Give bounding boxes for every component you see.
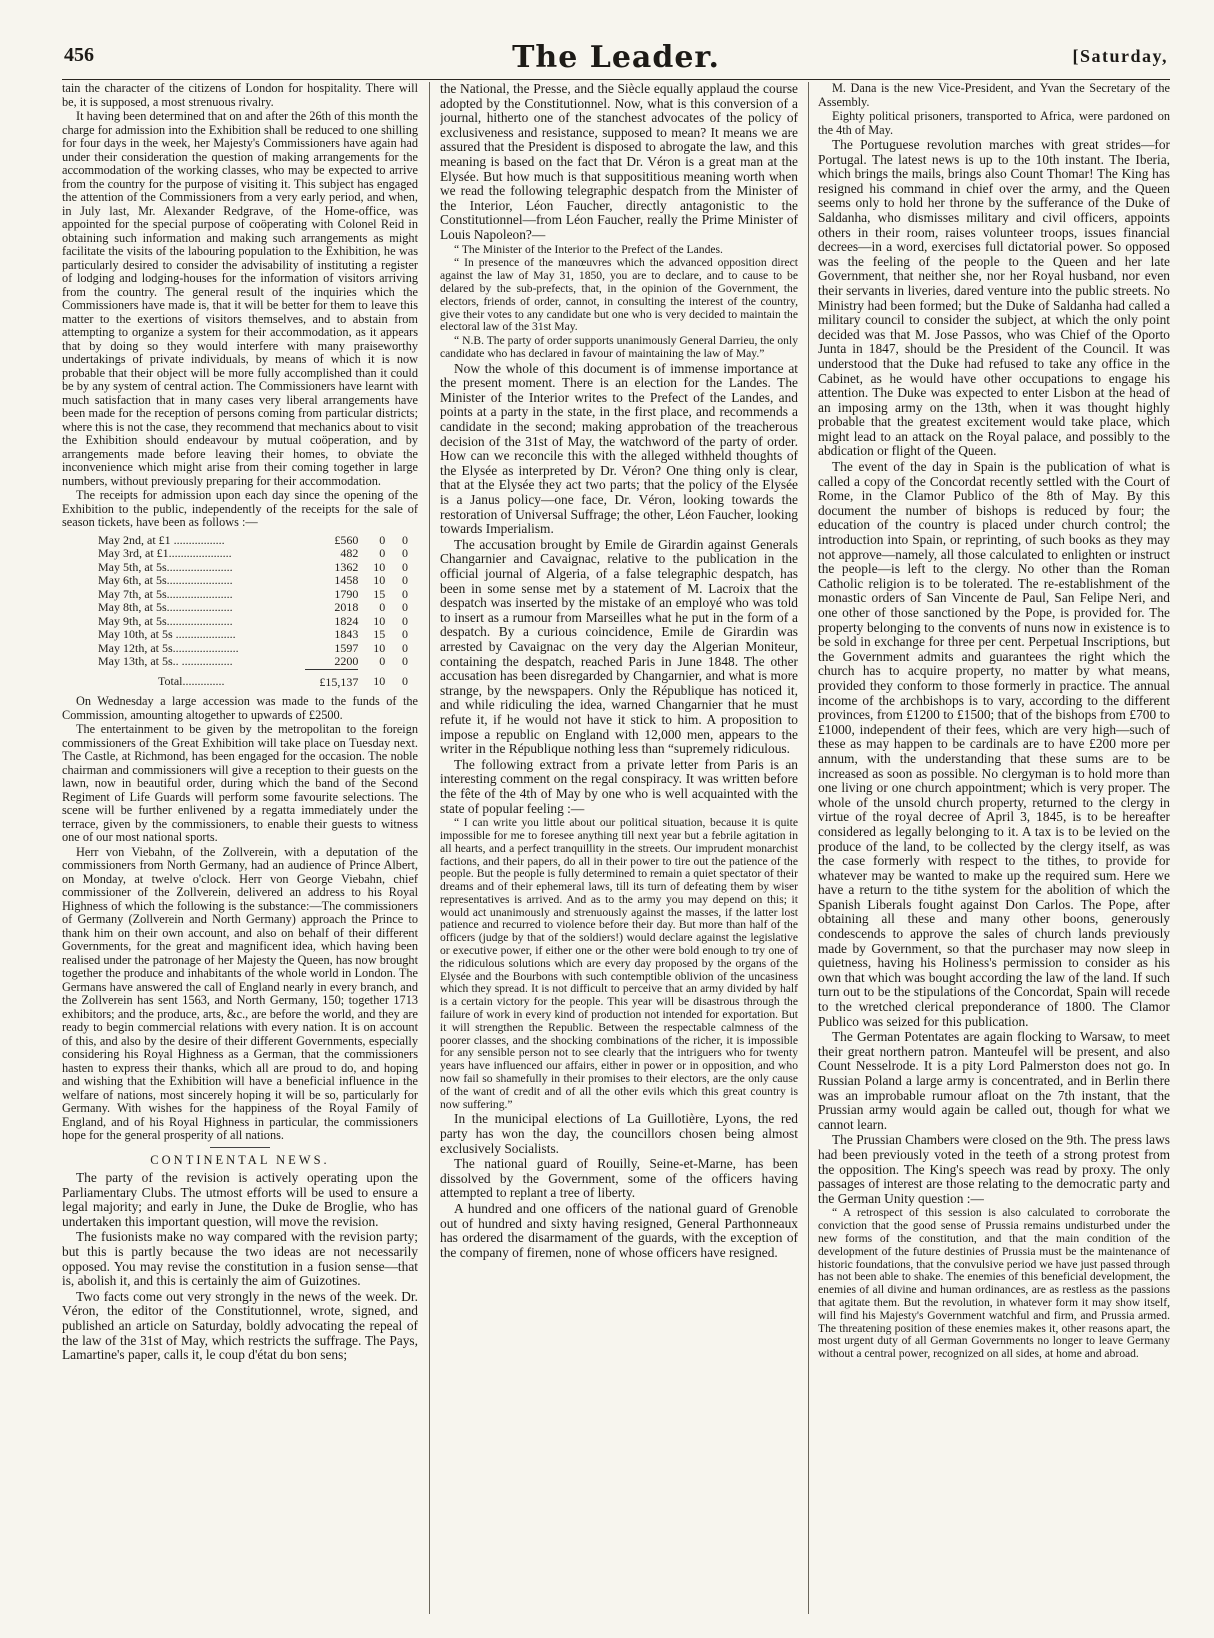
table-row xyxy=(98,655,408,669)
column-divider xyxy=(429,82,430,1614)
receipt-day: May 6th, at 5s...................... xyxy=(98,573,233,587)
article-paragraph: It having been determined that on and after the 26th of this month the charge for admission into the Exhibition shall be reduced to one shilling for four days in the week, her Majesty's Commissioners have again had under their consideration the question of making arrangements for the accommodation of the working classes, who may be expected to arrive from the country for the purpose of visiting it. This subject has engaged the attention of the Commissioners from a very early period, and when, in July last, Mr. Alexander Redgrave, of the Home-office, was appointed for the special purpose of coöperating with Colonel Reid in obtaining such information and making such arrangements as might facilitate the visits of the labouring population to the Exhibition, he was particularly desired to consider the advisability of instituting a register of lodging and lodging-houses for the information of visitors arriving from the country. The general result of the inquiries which the Commissioners have made is, that it will be better for them to leave this matter to the exertions of visitors themselves, and to abstain from attempting to organize a system for their accommodation, as it appears that by doing so they would interfere with many praiseworthy undertakings of private individuals, by means of which it is now probable that their object will be more fully accomplished than it could be by any system of central action. The Commissioners have learnt with much satisfaction that in many cases very liberal arrangements have been made for the reception of persons coming from particular districts; where this is not the case, they recommend that mechanics about to visit the Exhibition should endeavour by mutual coöperation, and by arrangements made before leaving their homes, to obviate the inconvenience which might arise from their coming together in large numbers, without previously preparing for their accommodation. xyxy=(62,109,418,488)
receipt-shillings: 0 xyxy=(379,654,386,669)
receipt-shillings: 15 xyxy=(373,586,386,601)
article-paragraph: The Portuguese revolution marches with great strides—for Portugal. The latest news is up to the 10th instant. The Iberia, which brings the mails, brings also Count Thomar! The King has resigned his command in chief over the army, and the Queen seems only to hold her throne by the sufferance of the Duke of Saldanha, who dismisses military and civil officers, appoints others in their room, raises volunteer troops, issues financial decrees—in a word, exercises full dictatorial power. So opposed was the feeling of the people to the Queen and her late Government, that neither she, nor her Royal husband, nor even their servants in liveries, dared venture into the public streets. No Ministry had been formed; but the Duke of Saldanha had called a military council to consider the subject, at which the only point decided was that M. Jose Passos, who was Chief of the Oporto Junta in 1847, should be the President of the Council. It was understood that the Duke had refused to take any office in the Cabinet, as he would have other occupations to engage his attention. The Duke was expected to enter Lisbon at the head of an imposing army on the 13th, when it was thought highly probable that the greatest excitement would take place, which might lead to an attack on the Royal palace, and possibly to the abdication or flight of the Queen. xyxy=(818,137,1170,459)
table-row xyxy=(98,642,408,656)
receipt-day: May 7th, at 5s...................... xyxy=(98,586,233,601)
receipt-pence: 0 xyxy=(402,600,408,614)
page-number: 456 xyxy=(64,44,94,66)
receipt-day: May 3rd, at £1..................... xyxy=(98,546,232,560)
receipt-day: May 8th, at 5s...................... xyxy=(98,600,233,614)
quoted-text: “ The Minister of the Interior to the Prefect of the Landes. xyxy=(454,242,723,256)
total-shillings: 10 xyxy=(373,674,386,689)
receipt-day: May 5th, at 5s...................... xyxy=(98,559,233,574)
quoted-text: “ In presence of the manœuvres which the advanced opposition direct against the law of May 31, 1850, you are to declare, and to cause to be delared by the sub-prefects, that, in the opinion of the Government, the electors, friends of order, cannot, in consulting the interest of the country, give their votes to any candidate but one who is very decided to maintain the electoral law of the 31st May. xyxy=(440,256,798,334)
receipt-shillings: 0 xyxy=(379,532,386,547)
receipt-pounds: 2200 xyxy=(334,654,359,668)
receipt-pence: 0 xyxy=(402,654,408,669)
section-rule xyxy=(210,1147,270,1148)
column-divider xyxy=(808,82,809,1614)
table-row xyxy=(98,601,408,615)
receipt-pence: 0 xyxy=(402,627,408,641)
receipt-day: May 9th, at 5s...................... xyxy=(98,613,233,628)
receipt-pounds: 1824 xyxy=(334,613,359,628)
section-heading: CONTINENTAL NEWS. xyxy=(150,1152,330,1167)
table-row xyxy=(98,574,408,588)
receipt-pence: 0 xyxy=(402,559,408,574)
receipt-pence: 0 xyxy=(402,573,408,587)
receipt-day: May 10th, at 5s .................... xyxy=(98,627,236,641)
receipt-pounds: 1597 xyxy=(334,640,359,655)
table-row xyxy=(98,588,408,602)
article-paragraph: The German Potentates are again flocking to Warsaw, to meet their great northern patron. Manteufel will be present, and also Count Nesselrode. It is a pity Lord Palmerston does not go. In Russian Poland a large army is concentrated, and in Berlin there was an improbable rumour afloat on the 7th instant, that the Prussian army would again be called out, though for what we cannot learn. xyxy=(818,1029,1170,1132)
receipt-shillings: 10 xyxy=(373,559,386,574)
article-paragraph: On Wednesday a large accession was made to the funds of the Commission, amounting altogether to upwards of £2500. xyxy=(62,694,418,722)
article-paragraph: The accusation brought by Emile de Girardin against Generals Changarnier and Cavaignac, relative to the publication in the official journal of Algeria, of a false telegraphic despatch, has been in some sense met by a statement of M. Lacroix that the despatch was inserted by the mistake of an employé who was told to insert as a rumour from Marseilles what he put in the form of a despatch. By a curious coincidence, Emile de Girardin was arrested by Cavaignac on the very day the Algerian Moniteur, containing the despatch, reached Paris in June 1848. The other accusation has been disregarded by Changarnier, and what is more strange, by the newspapers. Only the République has noticed it, and while ridiculing the idea, warned Changarnier that he must refute it, if he would not have it stick to him. A proposition to impose a republic on England with 12,000 men, appears to the writer in the République nothing less than “supremely ridiculous. xyxy=(440,536,798,757)
total-row xyxy=(98,669,408,689)
article-paragraph: In the municipal elections of La Guillotière, Lyons, the red party has won the day, the councillors chosen being almost exclusively Socialists. xyxy=(440,1111,798,1156)
article-paragraph: The following extract from a private letter from Paris is an interesting comment on the regal conspiracy. It was written before the fête of the 4th of May by one who is well acquainted with the state of popular feeling :— xyxy=(440,756,798,816)
receipt-pounds: 1843 xyxy=(334,627,359,641)
receipt-pounds: £560 xyxy=(334,532,359,547)
dateline-day: [Saturday, xyxy=(1072,46,1168,66)
table-row xyxy=(98,628,408,642)
article-paragraph: The receipts for admission upon each day since the opening of the Exhibition to the public, independently of the receipts for the sale of season tickets, have been as follows :— xyxy=(62,488,418,529)
column-2 xyxy=(440,82,798,1614)
receipt-shillings: 10 xyxy=(373,640,386,655)
total-pence: 0 xyxy=(402,674,408,689)
quoted-text: “ N.B. The party of order supports unanimously General Darrieu, the only candidate who has declared in favour of maintaining the law of May.” xyxy=(440,334,798,360)
receipt-pence: 0 xyxy=(402,613,408,628)
receipt-pounds: 2018 xyxy=(334,600,359,614)
quoted-text: “ I can write you little about our political situation, because it is quite impossible for me to foresee anything till next year but a febrile agitation in all hearts, and a perfect tranquillity in the streets. Our imprudent monarchist factions, and their papers, do all in their power to tire out the patience of the people. But the people is fully determined to remain a quiet spectator of their dreams and of their ephemeral laws, till its turn of defeating them by wiser representatives is arrived. And as to the army you may depend on this; it would act unanimously and strenuously against the masses, if the latter lost patience and recurred to violence before their day. But more than half of the officers (judge by that of the soldiers!) would declare against the legislative or executive power, if either one or the other were bold enough to try one of the ridiculous solutions which are every day proposed by the organs of the Elysée and the Bourbons with such contemptible oblivion of the uncasiness which they spread. It is not difficult to perceive that an army divided by half is a certain victory for the people. This year will be disastrous through the failure of work in every kind of production not intended for exportation. But it will strengthen the Republic. Between the respectable calmness of the poorer classes, and the shocking combinations of the richer, it is impossible for any sensible person not to see clearly that the intriguers who for twenty years have influenced our affairs, either in power or in opposition, and who now fail so shamefully in their promises to their electors, are the only cause of the want of credit and of all the other evils which this great country is now suffering.” xyxy=(440,816,798,1111)
receipt-pounds: 1458 xyxy=(334,573,359,587)
masthead-title: The Leader. xyxy=(512,40,720,75)
receipt-pounds: 1790 xyxy=(334,586,359,601)
article-paragraph: A hundred and one officers of the national guard of Grenoble out of hundred and sixty having resigned, General Parthonneaux has ordered the disarmament of the guards, with the exception of the company of firemen, none of whose officers have resigned. xyxy=(440,1201,798,1260)
receipt-shillings: 0 xyxy=(379,546,386,560)
column-1 xyxy=(62,82,418,1614)
receipt-pence: 0 xyxy=(402,532,408,547)
article-paragraph: Now the whole of this document is of immense importance at the present moment. There is an election for the Landes. The Minister of the Interior writes to the Prefect of the Landes, and points at a party in the state, in the first place, and recommends a candidate in the second; making approbation of the treacherous decision of the 31st of May, the watchword of the party of order. How can we reconcile this with the alleged withheld thoughts of the Elysée as interpreted by Dr. Véron? One thing only is clear, that at the Elysée they act two parts; that the policy of the Elysée is a Janus policy—one face, Dr. Véron, looking towards the restoration of Universal Suffrage; the other, Léon Faucher, looking towards Imperialism. xyxy=(440,360,798,537)
article-paragraph: Eighty political prisoners, transported to Africa, were pardoned on the 4th of May. xyxy=(818,109,1170,137)
table-row xyxy=(98,561,408,575)
receipt-shillings: 0 xyxy=(379,600,386,614)
receipt-pounds: 482 xyxy=(340,546,359,560)
table-row xyxy=(98,615,408,629)
column-3 xyxy=(818,82,1170,1614)
receipt-day: May 2nd, at £1 ................. xyxy=(98,532,225,547)
receipt-pence: 0 xyxy=(402,586,408,601)
receipt-pence: 0 xyxy=(402,640,408,655)
receipt-day: May 12th, at 5s...................... xyxy=(98,640,239,655)
receipt-shillings: 10 xyxy=(373,573,386,587)
receipt-pounds: 1362 xyxy=(334,559,359,574)
receipt-pence: 0 xyxy=(402,546,408,560)
article-paragraph: The fusionists make no way compared with the revision party; but this is partly because the two ideas are not necessarily opposed. You may revise the constitution in a fusion sense—that is, abolish it, and this is certainly the aim of Guizotines. xyxy=(62,1229,418,1289)
table-row xyxy=(98,534,408,548)
page-header xyxy=(62,40,1170,80)
total-pounds: £15,137 xyxy=(305,669,359,689)
article-paragraph: The entertainment to be given by the metropolitan to the foreign commissioners of the Great Exhibition will take place on Tuesday next. The Castle, at Richmond, has been engaged for the occasion. The noble chairman and commissioners will give a reception to their guests on the lawn, now in beautiful order, during which the band of the Second Regiment of Life Guards will perform some favourite selections. The scene will be further enlivened by a regatta immediately under the terrace, given by the commissioners, to enable their guests to witness one of our most national sports. xyxy=(62,722,418,844)
article-paragraph: the National, the Presse, and the Siècle equally applaud the course adopted by the Constitutionnel. Now, what is this conversion of a journal, hitherto one of the stanchest advocates of the policy of exclusiveness and resistance, supposed to mean? It means we are assured that the President is disposed to abrogate the law, and this meaning is based on the fact that Dr. Véron is a great man at the Elysée. But how much is that supposititious meaning worth when we read the following telegraphic despatch from the Minister of the Interior, Léon Faucher, directly antagonistic to the Constitutionnel—from Léon Faucher, really the Prime Minister of Louis Napoleon?— xyxy=(440,82,798,242)
article-paragraph: The party of the revision is actively operating upon the Parliamentary Clubs. The utmost efforts will be used to ensure a legal majority; and early in June, the Duke de Broglie, who has undertaken this important question, will move the revision. xyxy=(62,1170,418,1229)
article-paragraph: Two facts come out very strongly in the news of the week. Dr. Véron, the editor of the Constitutionnel, wrote, signed, and published an article on Saturday, boldly advocating the repeal of the law of the 31st of May, which restricts the suffrage. The Pays, Lamartine's paper, calls it, le coup d'état du bon sens; xyxy=(62,1288,418,1363)
article-paragraph: Herr von Viebahn, of the Zollverein, with a deputation of the commissioners from North Germany, had an audience of Prince Albert, on Monday, at twelve o'clock. Herr von George Viebahn, chief commissioner of the Zollverein, delivered an address to his Royal Highness of which the following is the substance:—The commissioners of Germany (Zollverein and North Germany) approach the Prince to thank him on their own account, and also on behalf of their different Governments, for the great and magnificent idea, which having been realised under the patronage of her Majesty the Queen, has now brought together the produce and inhabitants of the whole world in London. The Germans have answered the call of England nearly in every branch, and the Zollverein has sent 1563, and North Germany, 150; together 1713 exhibitors; and the produce, arts, &c., are before the world, and they are ready to begin commercial relations with every nation. It is on account of this, and also by the desire of their different Governments, especially considering his Royal Highness as a German, that the commissioners hasten to express their thanks, which all are proud to do, and hoping and wishing that the Exhibition will have a beneficial influence in the welfare of nations, most sincerely hoping it will be so, particularly for Germany. With wishes for the happiness of the Royal Family of England, and of his Royal Highness in particular, the commissioners hope for the general prosperity of all nations. xyxy=(62,844,418,1142)
article-paragraph: The event of the day in Spain is the publication of what is called a copy of the Concordat recently settled with the Court of Rome, in the Clamor Publico of the 8th of May. By this document the number of bishops is reduced by four; the education of the country is placed under church control; the introduction into Spain, or reprinting, of such books as they may not approve—namely, all those calculated to enlighten or instruct the people—is left to the clergy. No other than the Roman Catholic religion is to be tolerated. The re-establishment of the monastic orders of San Vincente de Paul, San Felipe Neri, and one other of those sanctioned by the Pope, is provided for. The property belonging to the convents of nuns now in existence is to be sold in exchange for three per cent. Perpetual Inscriptions, but the Government admits and guarantees the right which the church has to acquire property, no matter by what means, provided they conform to those formerly in practice. The annual income of the archbishops is to vary, according to the different provinces, from £1200 to £1500; that of the bishops from £700 to £1000, independent of their fees, which are very high—such of these as may happen to be cardinals are to have £200 more per annum, with the understanding that these sums are to be increased as soon as possible. No clergyman is to hold more than one living or one church appointment; which is very proper. The whole of the unsold church property, returned to the clergy in virtue of the royal decree of April 3, 1845, is to be hereafter considered as legally belonging to it. A tax is to be levied on the produce of the land, to be collected by the clergy itself, as was the case formerly with respect to the tithes, to provide for whatever may be wanted to make up the required sum. Here we have a return to the tithe system for the abolition of which the Spanish Liberals fought against Don Carlos. The Pope, after obtaining all these and many other boons, generously condescends to approve the sales of church lands previously made by Government, so that the purchaser may now sleep in quietness, having his Holiness's permission to consider as his own that which was bought according the law of the land. If such turn out to be the stipulations of the Concordat, Spain will recede to the wretched clerical preponderance of 1800. The Clamor Publico was seized for this publication. xyxy=(818,459,1170,1029)
article-paragraph: The Prussian Chambers were closed on the 9th. The press laws had been previously voted in the teeth of a strong protest from the opposition. The King's speech was read by proxy. The only passages of interest are those relating to the democratic party and the German Unity question :— xyxy=(818,1132,1170,1206)
table-row xyxy=(98,547,408,561)
total-label: Total.............. xyxy=(158,674,225,689)
receipt-shillings: 10 xyxy=(373,613,386,628)
article-paragraph: tain the character of the citizens of London for hospitality. There will be, it is supposed, a most strenuous rivalry. xyxy=(62,82,418,109)
receipt-day: May 13th, at 5s.. ................. xyxy=(98,654,233,669)
receipts-table xyxy=(98,534,408,690)
article-paragraph: M. Dana is the new Vice-President, and Yvan the Secretary of the Assembly. xyxy=(818,82,1170,109)
article-paragraph: The national guard of Rouilly, Seine-et-Marne, has been dissolved by the Government, some of the officers having attempted to replant a tree of liberty. xyxy=(440,1156,798,1201)
quoted-text: “ A retrospect of this session is also calculated to corroborate the conviction that the good sense of Prussia remains undisturbed under the new forms of the constitution, and that the main condition of the development of the future destinies of Prussia must be the maintenance of historic foundations, that the convulsive period we have just passed through has not been able to shake. The enemies of this beneficial development, the enemies of all divine and human ordinances, are as restless as the passions that agitate them. But the revolution, in whatever form it may show itself, will find his Majesty's Government watchful and firm, and Prussia armed. The threatening position of these enemies makes it, other reasons apart, the most urgent duty of all German Governments no longer to leave Germany without a central power, recognized on all sides, at home and abroad. xyxy=(818,1206,1170,1361)
receipt-shillings: 15 xyxy=(373,627,386,641)
